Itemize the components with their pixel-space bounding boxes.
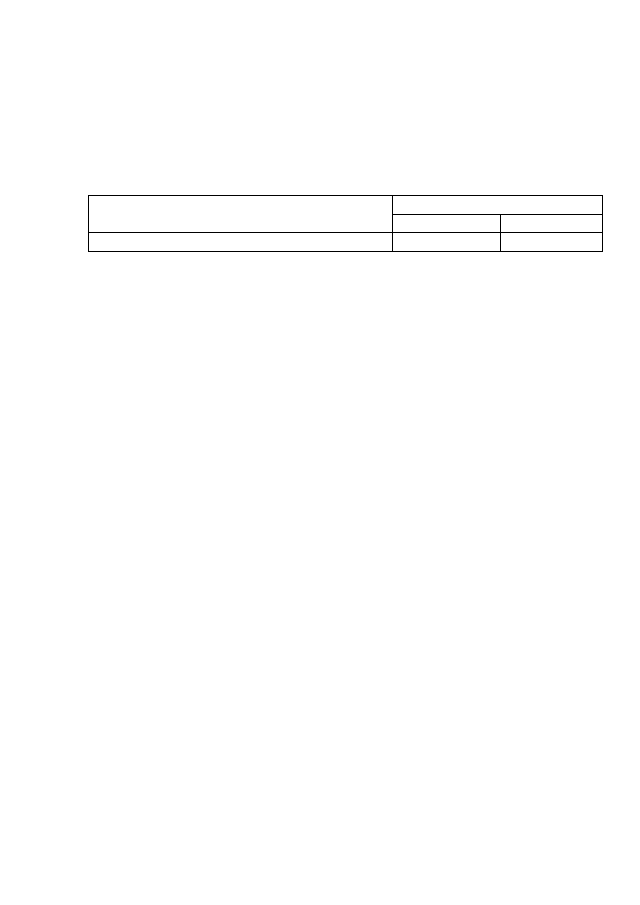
col-number-2: [392, 233, 500, 252]
subsidy-table: [88, 195, 603, 252]
col-header-2020: [392, 214, 500, 233]
col-header-municipalities: [89, 196, 393, 233]
subsidy-table-container: [88, 195, 603, 252]
col-number-1: [89, 233, 393, 252]
col-header-2021: [501, 214, 603, 233]
col-number-3: [501, 233, 603, 252]
col-header-sum: [392, 196, 602, 215]
